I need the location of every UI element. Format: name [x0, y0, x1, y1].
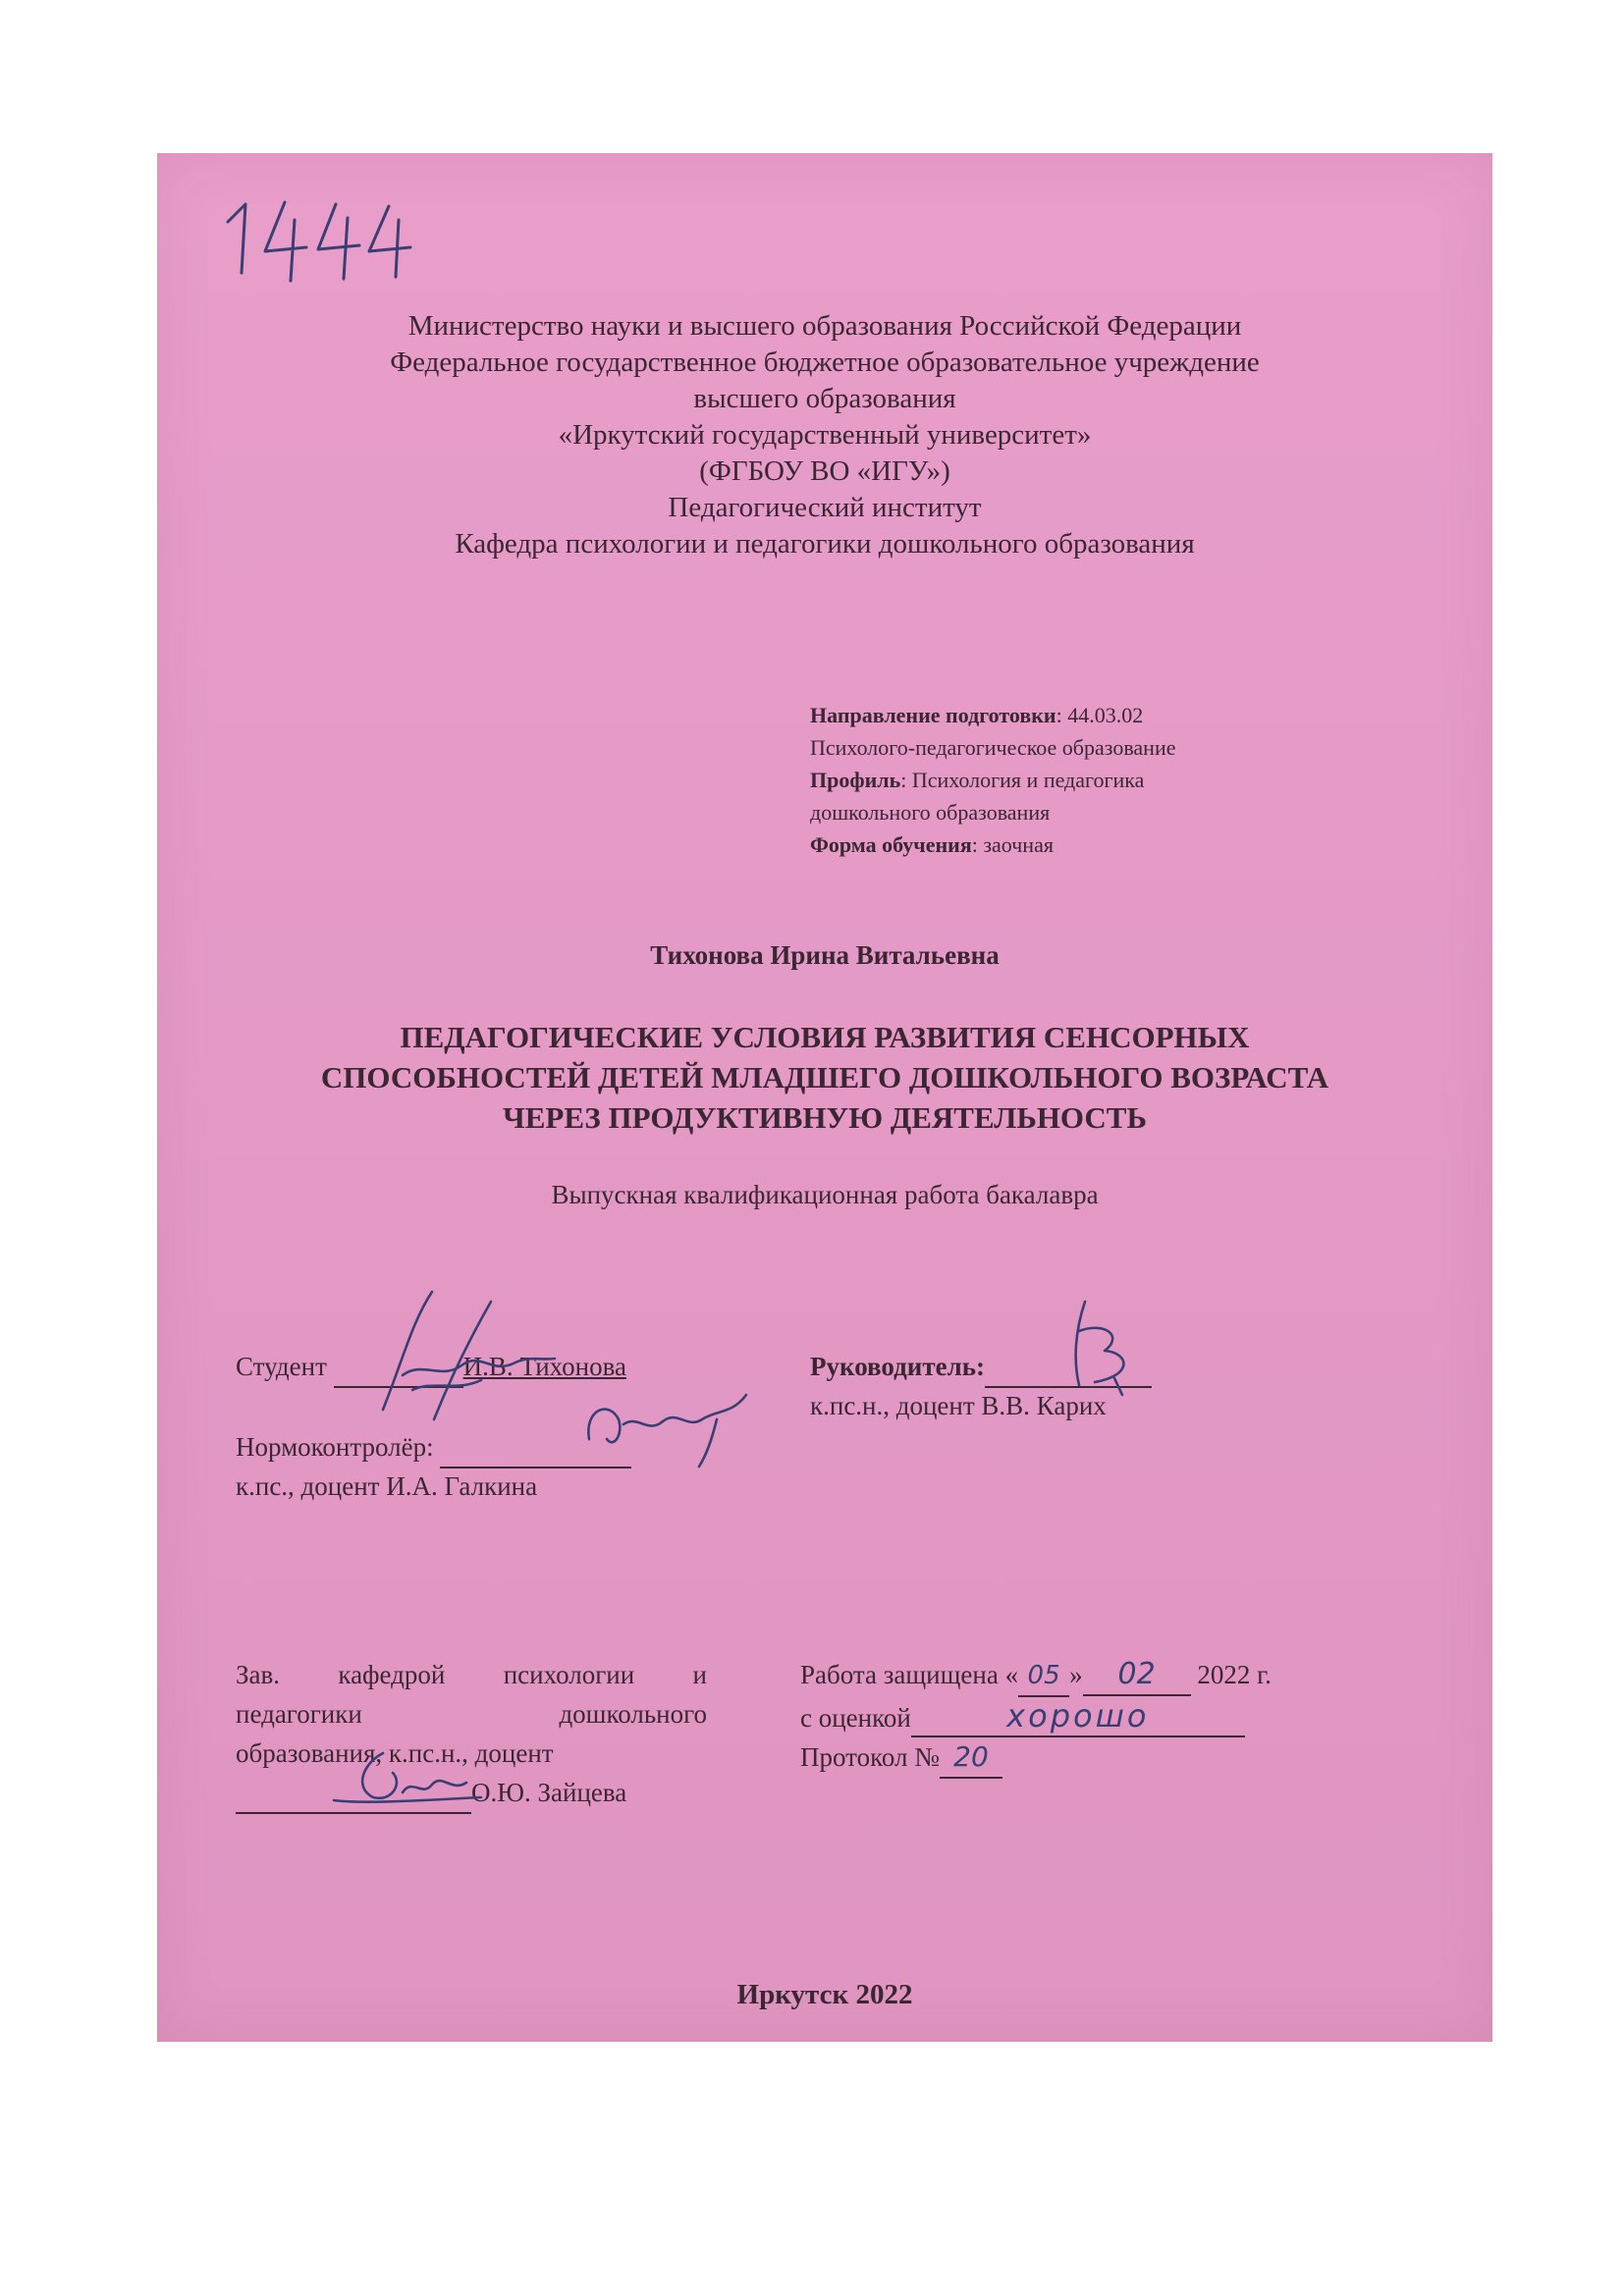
head-line-3: образования, к.пс.н., доцент — [236, 1738, 554, 1768]
defense-year: 2022 г. — [1197, 1660, 1272, 1689]
student-signature-line — [236, 1347, 626, 1388]
head-name: О.Ю. Зайцева — [471, 1778, 627, 1807]
thesis-title-line-1: ПЕДАГОГИЧЕСКИЕ УСЛОВИЯ РАЗВИТИЯ СЕНСОРНЫХ — [400, 1020, 1250, 1054]
university-name-line: «Иркутский государственный университет» — [558, 419, 1092, 451]
student-name: И.В. Тихонова — [462, 1352, 626, 1381]
defense-date-line: Работа защищена « 05 » 02 2022 г. — [800, 1655, 1272, 1697]
head-of-department-block — [236, 1655, 707, 1814]
normcontroller-signature-line — [236, 1427, 631, 1468]
normcontroller-details: к.пс., доцент И.А. Галкина — [236, 1471, 538, 1501]
head-word-2: кафедрой — [338, 1660, 446, 1689]
direction-row — [810, 699, 1360, 731]
profile-row — [810, 764, 1360, 796]
work-type: Выпускная квалификационная работа бакалавра — [551, 1180, 1099, 1209]
normcontroller-label: Нормоконтролёр: — [236, 1432, 434, 1462]
direction-label: Направление подготовки — [810, 703, 1056, 727]
archive-number-strokes — [216, 183, 432, 291]
program-info — [810, 699, 1360, 861]
education-level-line: высшего образования — [693, 383, 956, 414]
protocol-line — [800, 1737, 1002, 1779]
direction-name: Психолого-педагогическое образование — [810, 735, 1176, 760]
head-line-2 — [236, 1694, 707, 1734]
defense-month: 02 — [1083, 1655, 1191, 1696]
head-name-line — [236, 1773, 707, 1814]
grade-line — [800, 1696, 1245, 1737]
thesis-title-line-2: СПОСОБНОСТЕЙ ДЕТЕЙ МЛАДШЕГО ДОШКОЛЬНОГО ВОЗРАСТА — [320, 1060, 1329, 1095]
head-word-3: психологии — [503, 1660, 635, 1689]
institution-type-line: Федеральное государственное бюджетное образовательное учреждение — [390, 347, 1260, 378]
supervisor-signature-blank — [985, 1347, 1152, 1388]
study-form-label: Форма обучения — [810, 832, 972, 857]
archive-number-handwritten — [216, 183, 432, 291]
supervisor-signature-line — [810, 1347, 1152, 1388]
student-signature-blank — [334, 1347, 463, 1388]
head-word-1: Зав. — [236, 1660, 281, 1689]
profile-name-line2: дошкольного образования — [810, 800, 1051, 825]
city-year: Иркутск 2022 — [736, 1979, 913, 2010]
title-page-sheet — [157, 153, 1492, 2042]
head-line-1 — [236, 1655, 707, 1694]
protocol-number: 20 — [940, 1737, 1002, 1779]
author-name: Тихонова Ирина Витальевна — [650, 940, 1000, 970]
grade-label: с оценкой — [800, 1703, 911, 1733]
ministry-line: Министерство науки и высшего образования Российской Федерации — [407, 310, 1242, 342]
grade-value: хорошо — [911, 1696, 1245, 1737]
institute-line: Педагогический институт — [668, 492, 982, 523]
student-label: Студент — [236, 1352, 327, 1381]
supervisor-details: к.пс.н., доцент В.В. Карих — [810, 1391, 1107, 1420]
profile-label: Профиль — [810, 768, 901, 792]
university-abbr-line: (ФГБОУ ВО «ИГУ») — [699, 455, 950, 487]
head-word-6: дошкольного — [559, 1699, 707, 1729]
thesis-title-line-3: ЧЕРЕЗ ПРОДУКТИВНУЮ ДЕЯТЕЛЬНОСТЬ — [503, 1100, 1147, 1135]
department-line: Кафедра психологии и педагогики дошкольного образования — [455, 528, 1195, 560]
head-word-5: педагогики — [236, 1699, 362, 1729]
head-signature-blank — [236, 1773, 471, 1814]
study-form-row — [810, 828, 1360, 861]
institution-header — [157, 308, 1492, 562]
protocol-label: Протокол № — [800, 1742, 940, 1772]
direction-value: : 44.03.02 — [1056, 703, 1144, 727]
defense-day: 05 — [1018, 1656, 1069, 1697]
head-word-4: и — [692, 1660, 707, 1689]
profile-value: : Психология и педагогика — [900, 768, 1145, 792]
thesis-title — [157, 1017, 1492, 1138]
study-form-value: : заочная — [971, 832, 1054, 857]
defended-label: Работа защищена « — [800, 1660, 1019, 1689]
supervisor-label: Руководитель: — [810, 1352, 986, 1381]
normcontroller-signature-blank — [440, 1427, 631, 1468]
